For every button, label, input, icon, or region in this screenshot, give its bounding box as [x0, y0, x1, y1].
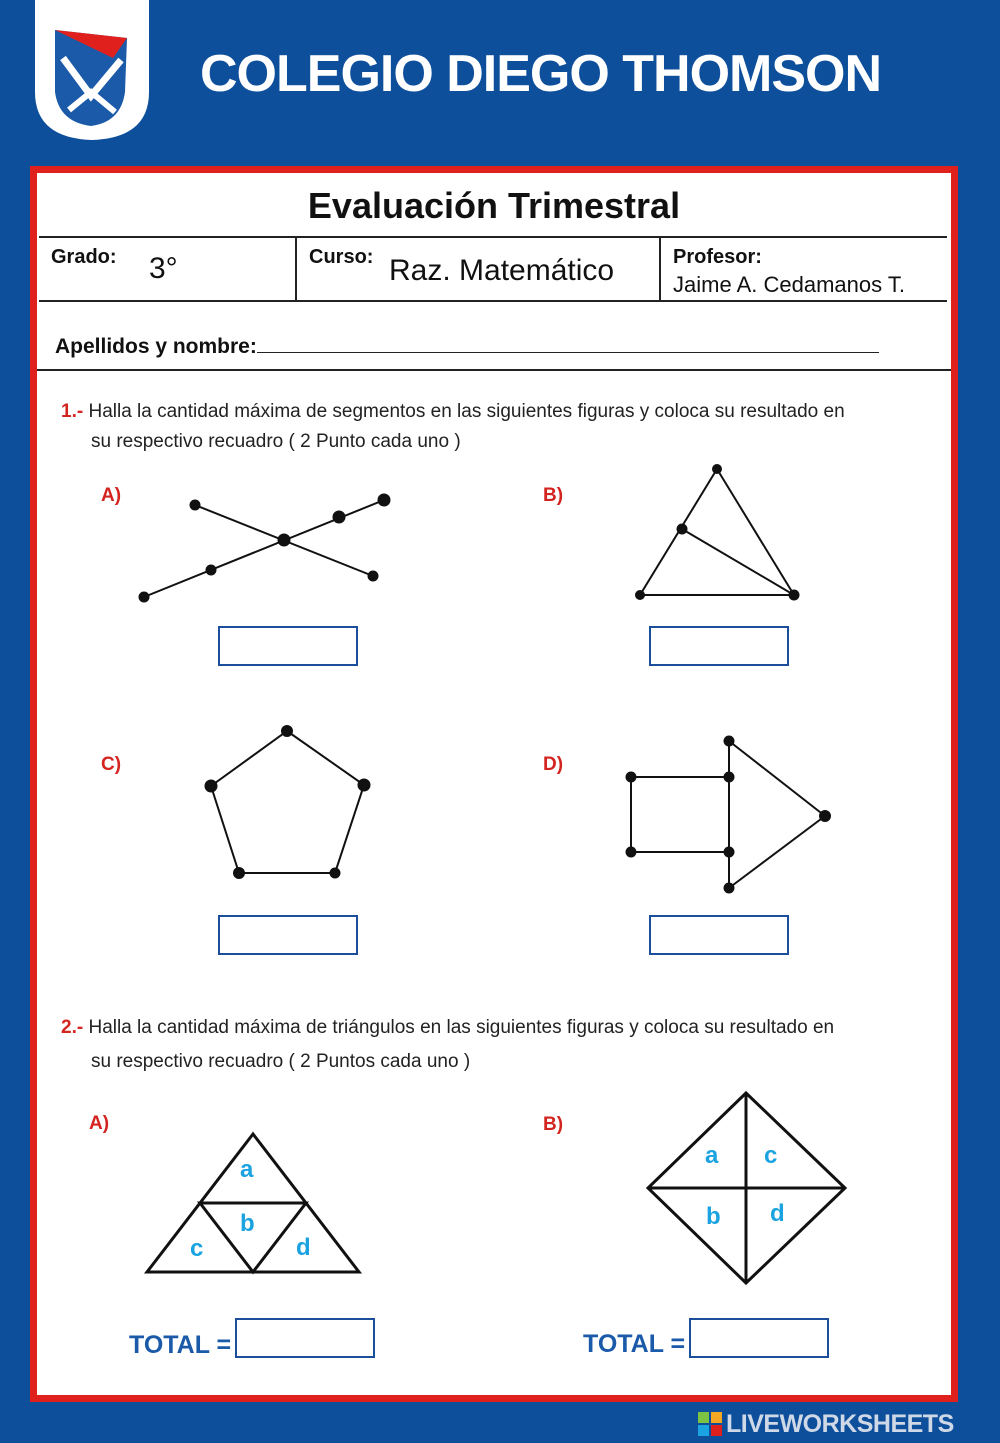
exam-sheet [30, 166, 958, 1402]
watermark-text: LIVEWORKSHEETS [726, 1410, 954, 1438]
grado-value: 3° [149, 252, 178, 285]
q2-option-b-label: B) [543, 1114, 564, 1135]
question-2-text-line2: su respectivo recuadro ( 2 Puntos cada uno ) [91, 1051, 471, 1072]
question-1-text-line1: Halla la cantidad máxima de segmentos en las siguientes figuras y coloca su resultado en [88, 401, 845, 422]
q2a-label-d: d [296, 1234, 311, 1261]
question-2-text-line1: Halla la cantidad máxima de triángulos en las siguientes figuras y coloca su resultado en [88, 1017, 835, 1038]
question-2-figures [37, 173, 951, 1395]
curso-value: Raz. Matemático [389, 254, 615, 287]
liveworksheets-logo-icon [698, 1412, 722, 1436]
q2-total-box-a[interactable] [235, 1318, 375, 1358]
q2b-label-b: b [706, 1203, 721, 1230]
q2-figure-a [147, 1134, 359, 1272]
grado-label: Grado: [51, 246, 117, 268]
q2-total-box-b[interactable] [689, 1318, 829, 1358]
q2b-label-c: c [764, 1142, 778, 1169]
q2a-label-a: a [240, 1156, 254, 1183]
q2-total-label-b: TOTAL = [583, 1330, 686, 1358]
profesor-value: Jaime A. Cedamanos T. [673, 272, 905, 297]
school-name: COLEGIO DIEGO THOMSON [200, 45, 882, 103]
school-header [0, 0, 1000, 165]
question-2-number: 2.- [61, 1017, 84, 1038]
q1-option-c-label: C) [101, 754, 122, 775]
question-1-text-line2: su respectivo recuadro ( 2 Punto cada uno ) [91, 431, 461, 452]
q2-figure-b [648, 1093, 845, 1283]
q1-option-a-label: A) [101, 485, 122, 506]
curso-label: Curso: [309, 246, 374, 268]
q2a-label-c: c [190, 1235, 204, 1262]
question-1-number: 1.- [61, 401, 84, 422]
q2b-label-d: d [770, 1200, 785, 1227]
q1-option-d-label: D) [543, 754, 564, 775]
q2a-label-b: b [240, 1210, 255, 1237]
q1-option-b-label: B) [543, 485, 564, 506]
name-label: Apellidos y nombre: [55, 335, 257, 358]
q2-option-a-label: A) [89, 1113, 110, 1134]
exam-title: Evaluación Trimestral [307, 185, 681, 226]
school-crest-icon [33, 0, 151, 142]
profesor-label: Profesor: [673, 246, 762, 268]
q2b-label-a: a [705, 1142, 719, 1169]
q2-total-label-a: TOTAL = [129, 1331, 232, 1359]
